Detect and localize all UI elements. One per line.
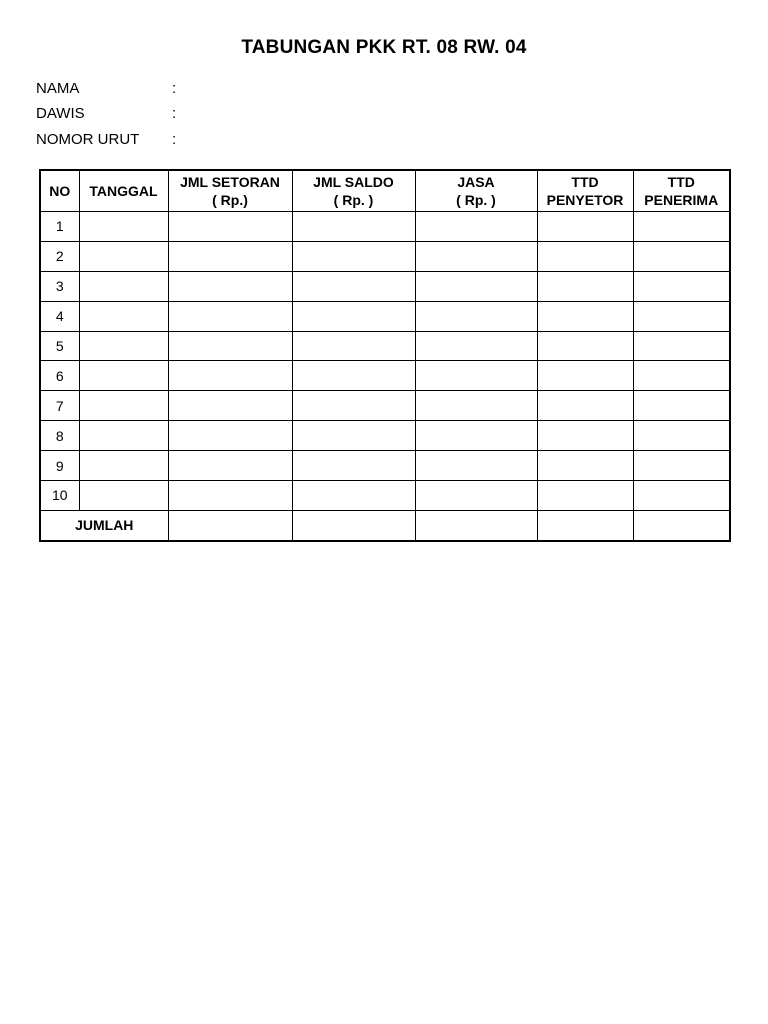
cell-setoran [168,451,292,481]
cell-setoran [168,361,292,391]
cell-ttd-penyetor [537,451,633,481]
header-ttd-penerima [633,170,730,212]
row-number: 8 [40,421,79,451]
cell-saldo [292,391,415,421]
table-row [40,241,730,271]
cell-tanggal [79,271,168,301]
cell-ttd-penerima [633,301,730,331]
cell-setoran [168,421,292,451]
field-separator: : [172,80,177,97]
cell-jasa [415,301,537,331]
header-line: PENERIMA [644,192,719,208]
cell-jasa [415,271,537,301]
header-no: NO [40,170,79,212]
row-number: 10 [40,481,79,511]
cell-setoran [168,331,292,361]
cell-ttd-penyetor [537,331,633,361]
cell-ttd-penyetor [537,271,633,301]
field-label-nomor-urut: NOMOR URUT [36,131,140,148]
table-row [40,421,730,451]
savings-table [39,169,731,542]
form-title: TABUNGAN PKK RT. 08 RW. 04 [241,37,527,58]
field-separator: : [172,105,177,122]
cell-ttd-penyetor [537,212,633,242]
cell-jasa [415,451,537,481]
row-number: 6 [40,361,79,391]
cell-ttd-penyetor [537,301,633,331]
header-line: ( Rp. ) [333,192,374,208]
row-number: 2 [40,241,79,271]
field-label-nama: NAMA [36,80,80,97]
cell-ttd-penyetor [537,241,633,271]
row-number: 5 [40,331,79,361]
cell-tanggal [79,391,168,421]
header-line: JML SALDO [313,174,394,190]
cell-tanggal [79,331,168,361]
header-tanggal: TANGGAL [79,170,168,212]
cell-ttd-penerima [633,451,730,481]
cell-jasa [415,241,537,271]
cell-tanggal [79,481,168,511]
cell-tanggal [79,421,168,451]
cell-setoran [168,481,292,511]
cell-ttd-penerima [633,421,730,451]
cell-tanggal [79,301,168,331]
total-setoran [168,510,292,540]
header-line: ( Rp. ) [456,192,496,208]
table-row [40,391,730,421]
field-label-dawis: DAWIS [36,105,85,122]
table-row [40,271,730,301]
header-jml-setoran [168,170,292,212]
header-line: TTD [571,174,599,190]
header-line: JASA [457,174,495,190]
table-row [40,301,730,331]
row-number: 7 [40,391,79,421]
row-number: 3 [40,271,79,301]
cell-ttd-penyetor [537,361,633,391]
cell-ttd-penyetor [537,391,633,421]
cell-jasa [415,421,537,451]
cell-saldo [292,301,415,331]
row-number: 1 [40,212,79,242]
cell-jasa [415,331,537,361]
cell-saldo [292,451,415,481]
cell-jasa [415,391,537,421]
cell-saldo [292,271,415,301]
cell-ttd-penerima [633,271,730,301]
cell-saldo [292,212,415,242]
cell-ttd-penerima [633,361,730,391]
header-line: TTD [667,174,695,190]
row-number: 4 [40,301,79,331]
cell-saldo [292,241,415,271]
field-separator: : [172,131,177,148]
cell-ttd-penyetor [537,421,633,451]
cell-ttd-penerima [633,241,730,271]
header-line: ( Rp.) [212,192,248,208]
total-ttd-penyetor [537,510,633,540]
cell-ttd-penerima [633,331,730,361]
total-saldo [292,510,415,540]
cell-ttd-penerima [633,212,730,242]
header-line: PENYETOR [546,192,624,208]
cell-setoran [168,212,292,242]
cell-setoran [168,391,292,421]
cell-jasa [415,212,537,242]
cell-ttd-penerima [633,391,730,421]
row-number: 9 [40,451,79,481]
cell-ttd-penerima [633,481,730,511]
cell-jasa [415,361,537,391]
cell-ttd-penyetor [537,481,633,511]
total-row [40,510,730,540]
cell-tanggal [79,241,168,271]
cell-saldo [292,331,415,361]
cell-tanggal [79,451,168,481]
table-row [40,451,730,481]
cell-setoran [168,241,292,271]
cell-saldo [292,421,415,451]
cell-tanggal [79,212,168,242]
header-jasa [415,170,537,212]
total-ttd-penerima [633,510,730,540]
cell-saldo [292,361,415,391]
total-jasa [415,510,537,540]
table-row [40,361,730,391]
cell-setoran [168,301,292,331]
cell-saldo [292,481,415,511]
table-row [40,481,730,511]
header-ttd-penyetor [537,170,633,212]
table-header-row [40,170,730,212]
header-line: JML SETORAN [180,174,280,190]
header-jml-saldo [292,170,415,212]
cell-setoran [168,271,292,301]
table-row [40,212,730,242]
table-row [40,331,730,361]
cell-tanggal [79,361,168,391]
cell-jasa [415,481,537,511]
total-label: JUMLAH [40,510,168,540]
